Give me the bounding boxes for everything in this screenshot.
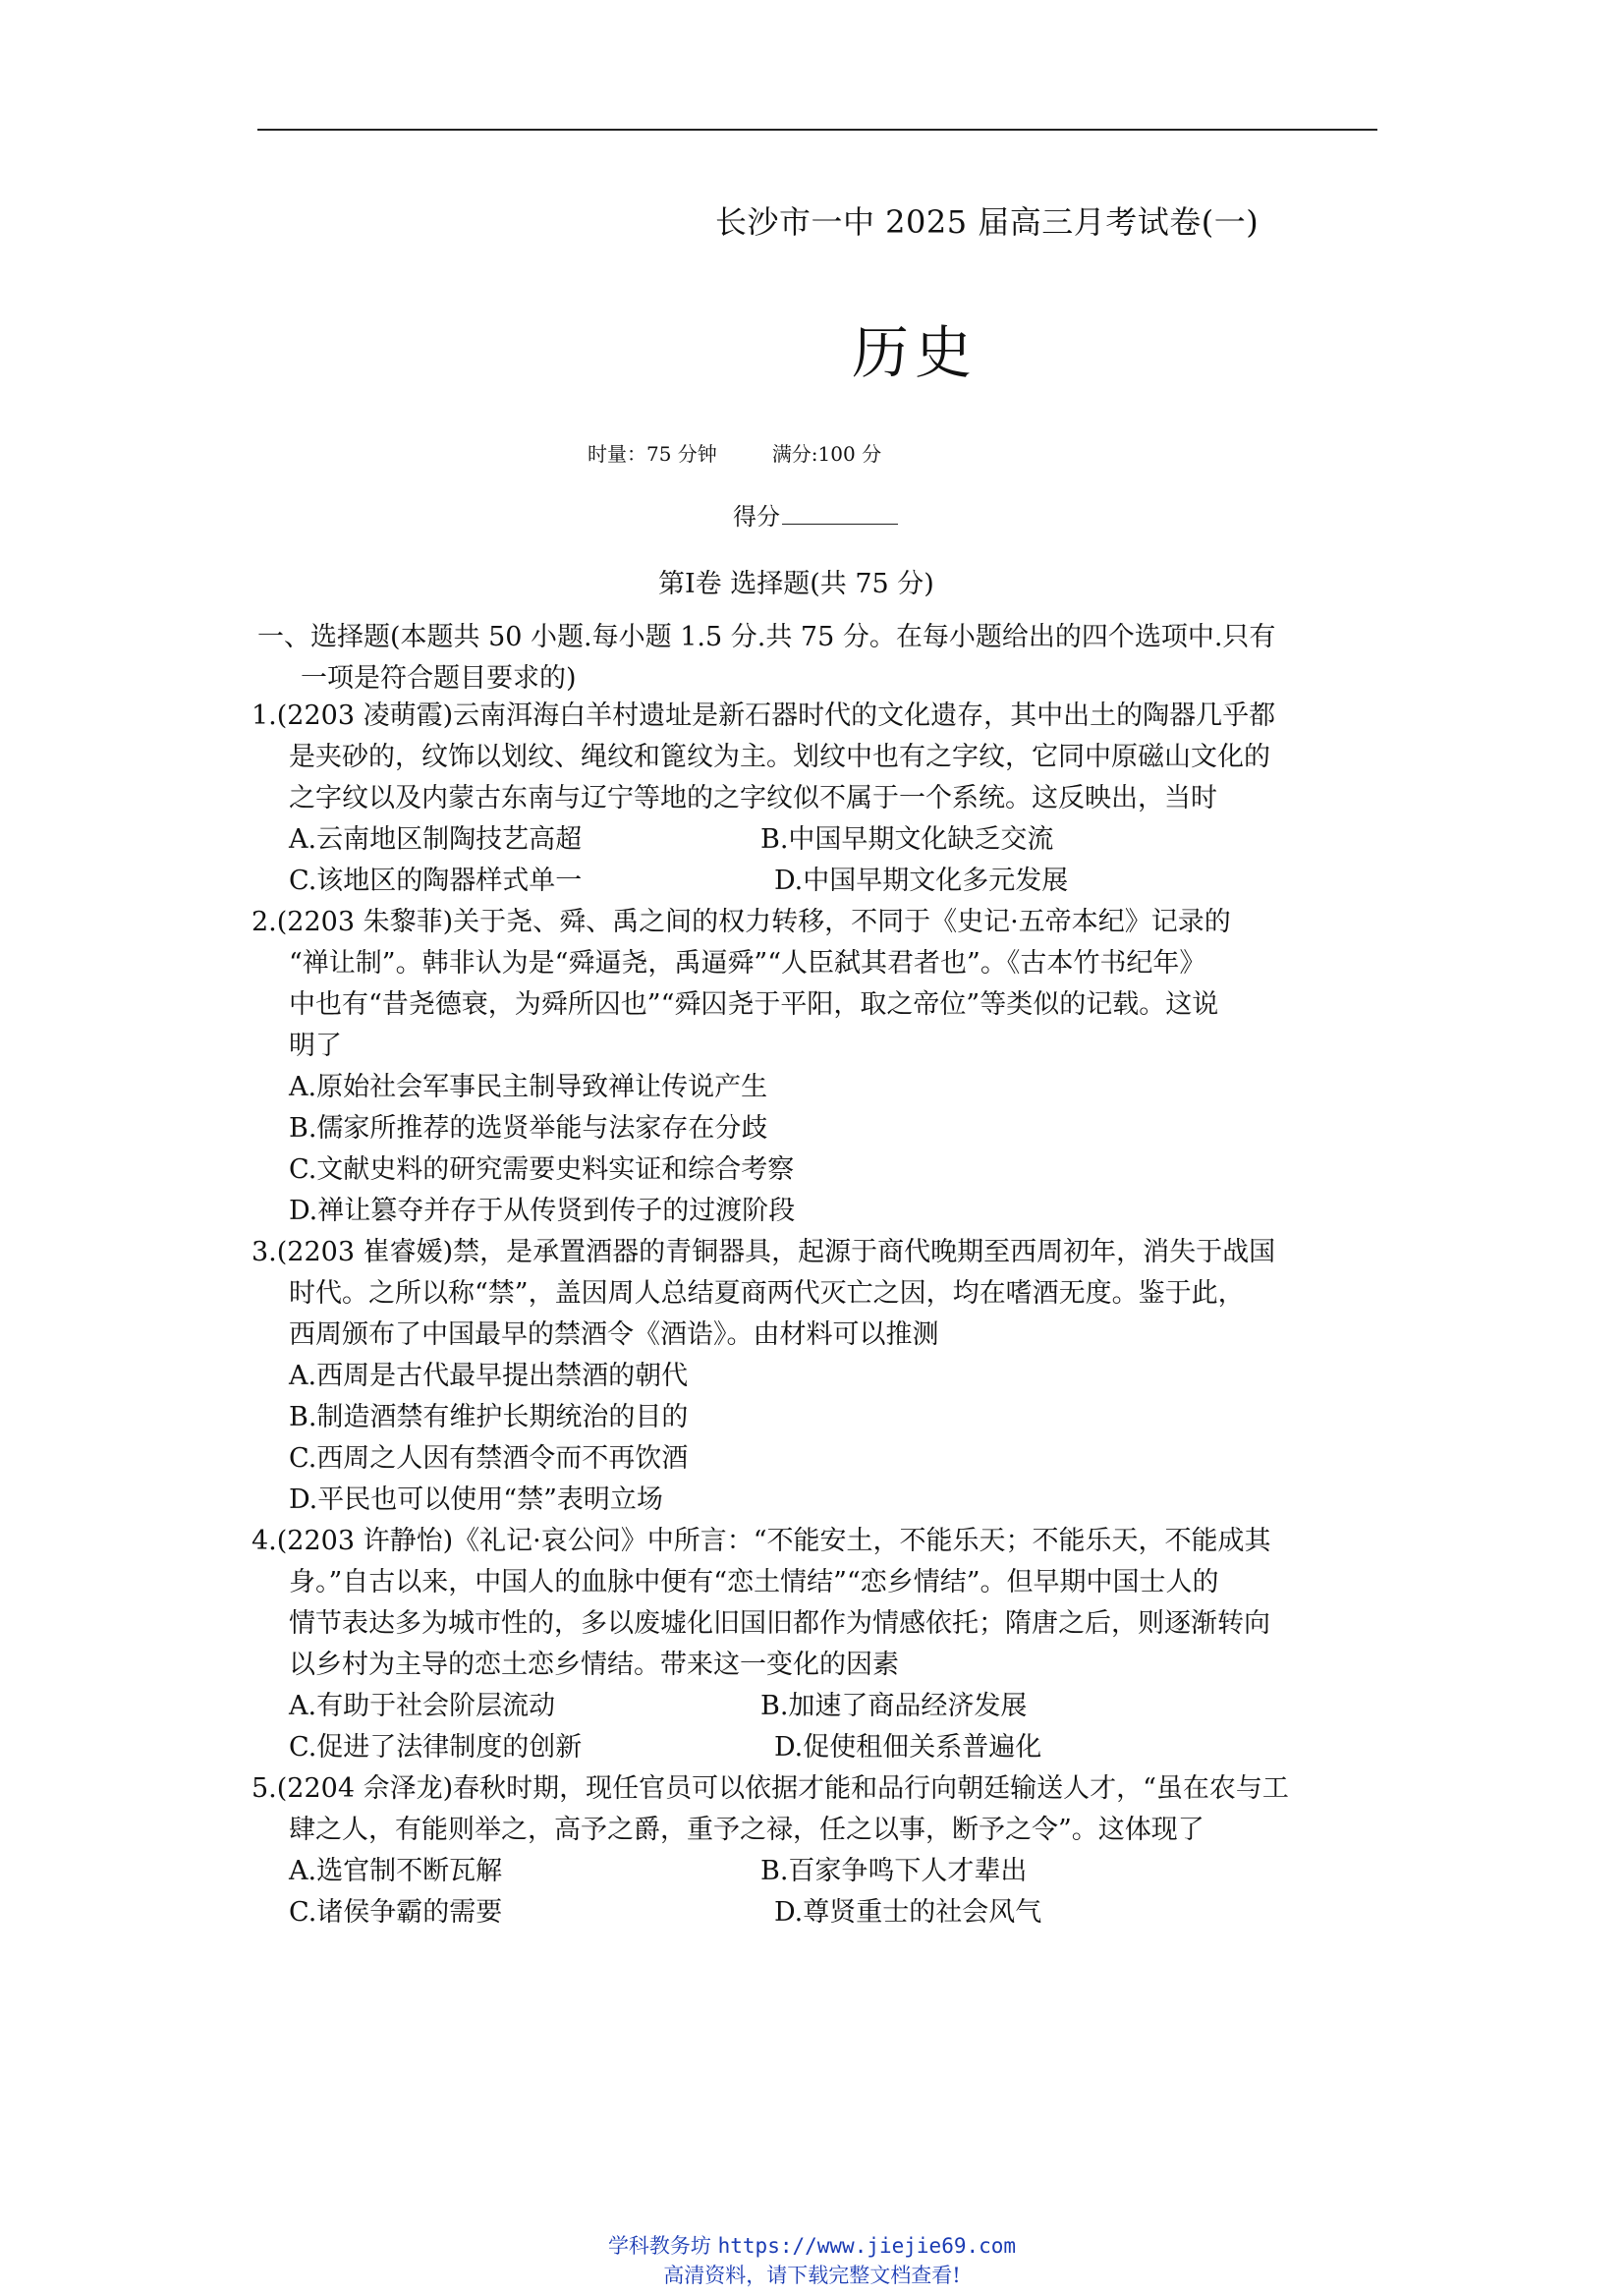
question-stem: 3.(2203 崔睿媛)禁，是承置酒器的青铜器具，起源于商代晚期至西周初年，消失于战国: [252, 1237, 1276, 1267]
question-stem: 2.(2203 朱黎菲)关于尧、舜、禹之间的权力转移，不同于《史记·五帝本纪》记录的: [252, 907, 1231, 937]
question-stem: 中也有“昔尧德衰，为舜所囚也”“舜囚尧于平阳，取之帝位”等类似的记载。这说: [289, 989, 1219, 1020]
subject-title: 历史: [852, 319, 979, 386]
question-stem: 时代。之所以称“禁”，盖因周人总结夏商两代灭亡之因，均在嗜酒无度。鉴于此，: [289, 1278, 1245, 1309]
question-stem: 明了: [289, 1031, 342, 1061]
question-5: [252, 1768, 1391, 1933]
option-c: C.促进了法律制度的创新: [289, 1732, 583, 1763]
section-instructions: [257, 617, 1387, 700]
option-d: D.尊贤重士的社会风气: [774, 1897, 1042, 1928]
question-stem: 4.(2203 许静怡)《礼记·哀公问》中所言：“不能安土，不能乐天；不能乐天，不能成其: [252, 1526, 1271, 1556]
header-rule: [257, 129, 1377, 131]
exam-title: 长沙市一中 2025 届高三月考试卷(一): [715, 203, 1260, 241]
option-c: C.西周之人因有禁酒令而不再饮酒: [289, 1443, 689, 1474]
option-a: A.云南地区制陶技艺高超: [289, 824, 583, 855]
option-b: B.中国早期文化缺乏交流: [760, 824, 1054, 855]
exam-meta: [588, 438, 881, 467]
question-1: [252, 696, 1391, 902]
section-title: 第Ⅰ卷 选择题(共 75 分): [658, 569, 934, 599]
option-d: D.平民也可以使用“禁”表明立场: [289, 1484, 663, 1515]
question-stem: 1.(2203 凌萌霞)云南洱海白羊村遗址是新石器时代的文化遗存，其中出土的陶器几乎都: [252, 700, 1276, 731]
option-d: D.促使租佃关系普遍化: [774, 1732, 1042, 1763]
option-b: B.制造酒禁有维护长期统治的目的: [289, 1402, 689, 1432]
time-limit: 时量：75 分钟: [588, 442, 717, 466]
footer-download-note: 高清资料，请下载完整文档查看!: [663, 2264, 961, 2287]
option-a: A.西周是古代最早提出禁酒的朝代: [289, 1361, 689, 1391]
option-b: B.百家争鸣下人才辈出: [760, 1856, 1028, 1886]
option-a: A.原始社会军事民主制导致禅让传说产生: [289, 1072, 768, 1102]
option-d: D.禅让篡夺并存于从传贤到传子的过渡阶段: [289, 1196, 796, 1226]
question-stem: “禅让制”。韩非认为是“舜逼尧，禹逼舜”“人臣弑其君者也”。《古本竹书纪年》: [289, 948, 1206, 979]
footer-watermark: [0, 2230, 1624, 2260]
option-d: D.中国早期文化多元发展: [774, 866, 1069, 896]
footer-link[interactable]: https://www.jiejie69.com: [717, 2234, 1017, 2258]
question-stem: 以乡村为主导的恋土恋乡情结。带来这一变化的因素: [289, 1650, 899, 1680]
question-list: [252, 696, 1391, 1933]
question-2: [252, 902, 1391, 1232]
option-c: C.诸侯争霸的需要: [289, 1897, 503, 1928]
question-stem: 之字纹以及内蒙古东南与辽宁等地的之字纹似不属于一个系统。这反映出，当时: [289, 783, 1217, 813]
option-a: A.选官制不断瓦解: [289, 1856, 503, 1886]
instruction-line: 一项是符合题目要求的): [301, 663, 577, 694]
question-4: [252, 1521, 1391, 1768]
option-a: A.有助于社会阶层流动: [289, 1691, 556, 1721]
footer-site-name: 学科教务坊: [607, 2234, 711, 2258]
score-label: 得分: [733, 503, 780, 531]
full-score: 满分:100 分: [771, 442, 882, 466]
score-blank: [782, 502, 898, 525]
question-stem: 情节表达多为城市性的，多以废墟化旧国旧都作为情感依托；隋唐之后，则逐渐转向: [289, 1608, 1270, 1639]
question-stem: 是夹砂的，纹饰以划纹、绳纹和篦纹为主。划纹中也有之字纹，它同中原磁山文化的: [289, 742, 1270, 772]
question-stem: 西周颁布了中国最早的禁酒令《酒诰》。由材料可以推测: [289, 1319, 939, 1350]
instruction-line: 一、选择题(本题共 50 小题.每小题 1.5 分.共 75 分。在每小题给出的四个选项中.只有: [257, 622, 1276, 652]
question-3: [252, 1232, 1391, 1521]
option-b: B.儒家所推荐的选贤举能与法家存在分歧: [289, 1113, 768, 1144]
score-field: [733, 497, 898, 532]
option-c: C.该地区的陶器样式单一: [289, 866, 583, 896]
question-stem: 身。”自古以来，中国人的血脉中便有“恋土情结”“恋乡情结”。但早期中国士人的: [289, 1567, 1219, 1597]
option-c: C.文献史料的研究需要史料实证和综合考察: [289, 1154, 795, 1185]
option-b: B.加速了商品经济发展: [760, 1691, 1028, 1721]
question-stem: 肆之人，有能则举之，高予之爵，重予之禄，任之以事，断予之令”。这体现了: [289, 1815, 1204, 1845]
question-stem: 5.(2204 佘泽龙)春秋时期，现任官员可以依据才能和品行向朝廷输送人才，“虽在农与工: [252, 1773, 1289, 1804]
